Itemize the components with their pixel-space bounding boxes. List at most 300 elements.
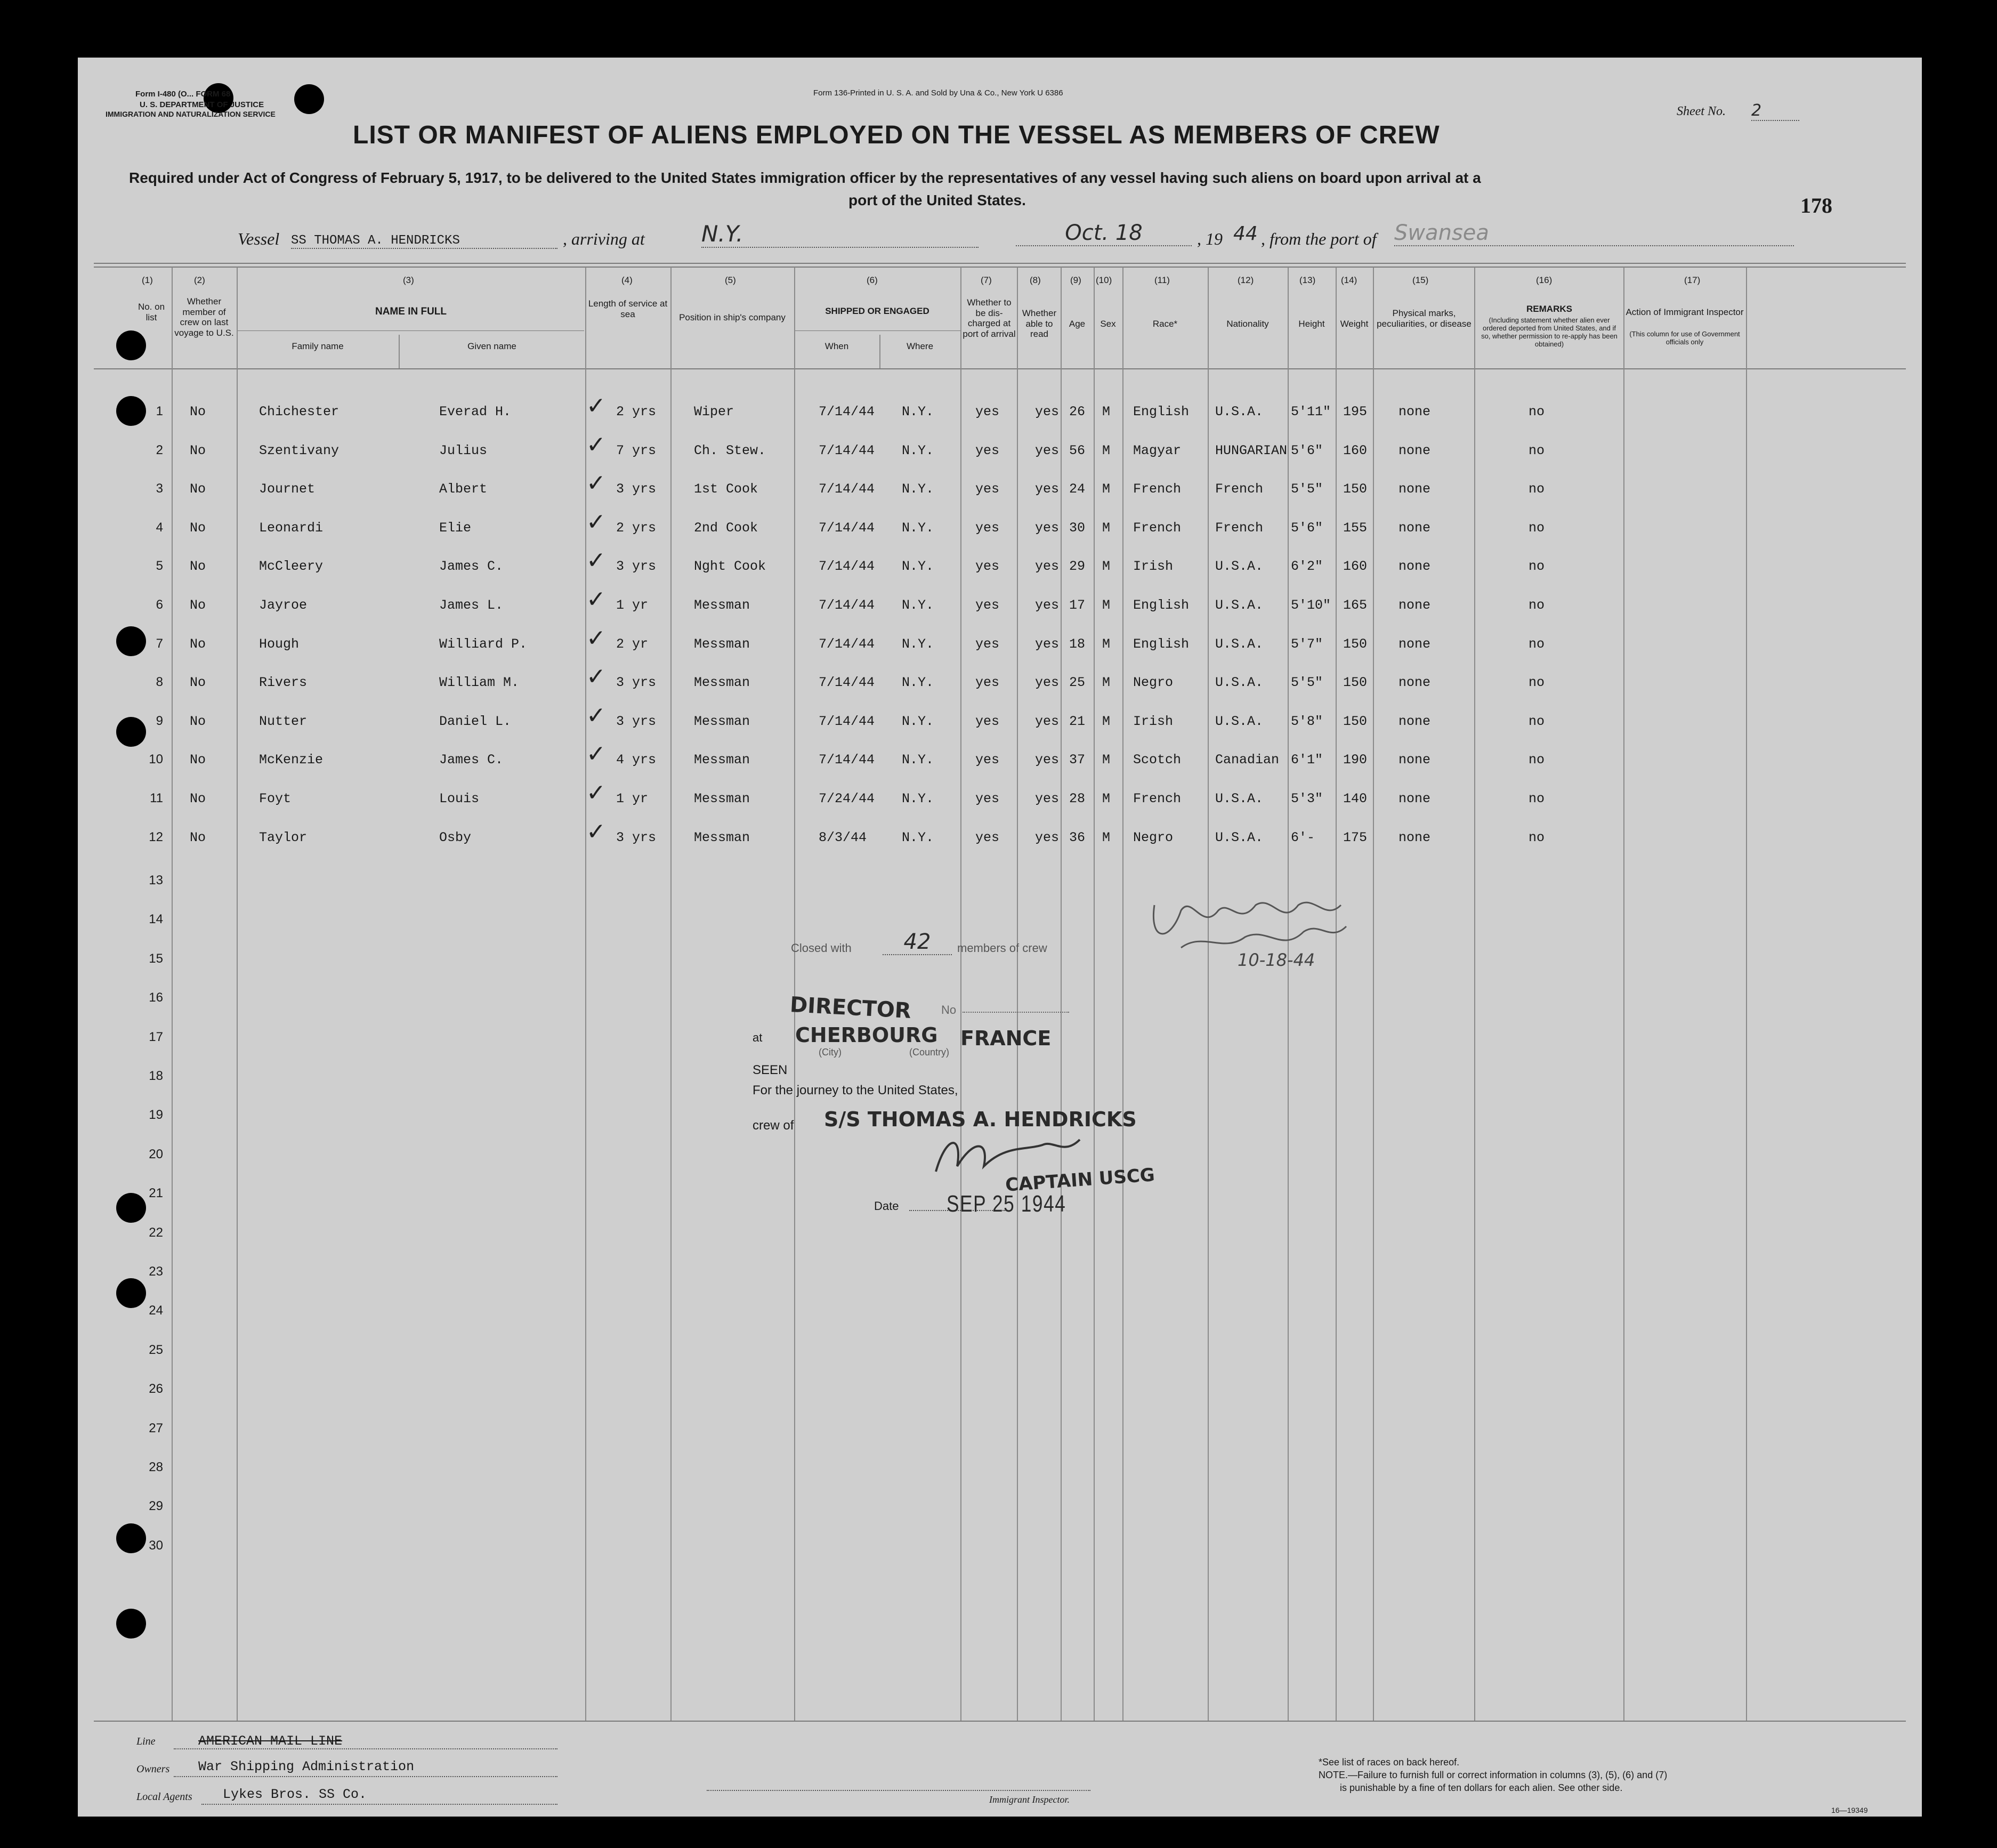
crew-cell-age: 24 xyxy=(1069,481,1086,497)
col-head-family: Family name xyxy=(292,341,344,351)
punch-hole xyxy=(116,1609,146,1639)
service-name: IMMIGRATION AND NATURALIZATION SERVICE xyxy=(106,110,276,118)
crew-cell-marks: none xyxy=(1398,713,1431,729)
crew-cell-member: No xyxy=(190,752,206,768)
col-num: (1) xyxy=(142,275,153,285)
crew-cell-family: Leonardi xyxy=(259,520,324,536)
col-head-action: Action of Immigrant Inspector xyxy=(1626,307,1744,317)
crew-cell-service: 4 yrs xyxy=(616,752,657,768)
crew-cell-no: 5 xyxy=(156,559,163,574)
owners-rule xyxy=(174,1776,557,1777)
crew-cell-marks: none xyxy=(1398,442,1431,458)
crew-cell-where: N.Y. xyxy=(902,636,934,652)
line-rule xyxy=(174,1748,557,1749)
col-head-name: NAME IN FULL xyxy=(375,306,447,317)
crew-cell-member: No xyxy=(190,559,206,575)
crew-cell-family: Szentivany xyxy=(259,442,339,458)
crew-cell-family: Jayroe xyxy=(259,598,308,613)
sheet-number: 2 xyxy=(1751,101,1799,121)
crew-cell-height: 6'1" xyxy=(1291,752,1323,768)
crew-cell-height: 5'8" xyxy=(1291,713,1323,729)
crew-cell-family: Taylor xyxy=(259,829,308,845)
crew-cell-discharged: yes xyxy=(975,791,1000,806)
crew-cell-sex: M xyxy=(1102,559,1111,575)
crew-cell-no: 10 xyxy=(149,752,163,767)
col-num: (10) xyxy=(1096,275,1112,285)
stamp-crew-of: crew of xyxy=(753,1118,794,1133)
crew-cell-remarks: no xyxy=(1529,481,1545,497)
crew-cell-nationality: HUNGARIAN xyxy=(1215,442,1288,458)
crew-cell-read: yes xyxy=(1035,559,1060,575)
crew-cell-weight: 150 xyxy=(1343,713,1368,729)
crew-cell-race: English xyxy=(1133,598,1190,613)
crew-cell-read: yes xyxy=(1035,404,1060,419)
col-head-given: Given name xyxy=(467,341,516,351)
stamp-country: FRANCE xyxy=(960,1027,1052,1050)
column-rule xyxy=(237,267,238,1721)
form-subtitle-2: port of the United States. xyxy=(848,192,1026,208)
crew-cell-member: No xyxy=(190,404,206,419)
crew-cell-age: 18 xyxy=(1069,636,1086,652)
crew-cell-read: yes xyxy=(1035,636,1060,652)
col-head-action-note: (This column for use of Government officials only xyxy=(1629,330,1740,346)
check-mark-icon: ✓ xyxy=(586,392,606,419)
col-num: (9) xyxy=(1070,275,1081,285)
crew-cell-remarks: no xyxy=(1529,520,1545,536)
crew-cell-no: 8 xyxy=(156,675,163,690)
crew-cell-sex: M xyxy=(1102,791,1111,806)
row-number: 29 xyxy=(149,1499,163,1514)
crew-cell-weight: 195 xyxy=(1343,404,1368,419)
crew-cell-height: 5'11" xyxy=(1291,404,1331,419)
crew-cell-sex: M xyxy=(1102,829,1111,845)
crew-cell-no: 9 xyxy=(156,713,163,728)
crew-cell-height: 5'10" xyxy=(1291,598,1331,613)
col-num: (12) xyxy=(1238,275,1254,285)
owners-value: War Shipping Administration xyxy=(198,1759,415,1774)
crew-cell-race: English xyxy=(1133,636,1190,652)
crew-cell-given: Osby xyxy=(439,829,472,845)
col-head-sex: Sex xyxy=(1100,319,1116,329)
arriving-label: , arriving at xyxy=(563,229,645,248)
check-mark-icon: ✓ xyxy=(586,701,606,729)
crew-cell-when: 7/14/44 xyxy=(819,675,875,691)
crew-cell-when: 7/14/44 xyxy=(819,442,875,458)
check-mark-icon: ✓ xyxy=(586,547,606,575)
crew-cell-position: Messman xyxy=(694,675,750,691)
crew-cell-nationality: U.S.A. xyxy=(1215,598,1264,613)
manifest-sheet xyxy=(78,58,1922,1817)
crew-cell-when: 7/14/44 xyxy=(819,481,875,497)
crew-cell-marks: none xyxy=(1398,598,1431,613)
crew-cell-member: No xyxy=(190,791,206,806)
inspector-date: 10-18-44 xyxy=(1238,950,1315,970)
crew-cell-where: N.Y. xyxy=(902,559,934,575)
crew-cell-age: 28 xyxy=(1069,791,1086,806)
row-number: 21 xyxy=(149,1186,163,1201)
row-number: 13 xyxy=(149,873,163,887)
crew-cell-when: 7/14/44 xyxy=(819,752,875,768)
crew-cell-member: No xyxy=(190,520,206,536)
crew-cell-where: N.Y. xyxy=(902,829,934,845)
col-head-weight: Weight xyxy=(1340,319,1369,329)
crew-cell-nationality: Canadian xyxy=(1215,752,1280,768)
col-head-shipped: SHIPPED OR ENGAGED xyxy=(825,306,929,316)
crew-cell-race: Negro xyxy=(1133,675,1174,691)
crew-cell-service: 3 yrs xyxy=(616,713,657,729)
col-head-remarks-note: (Including statement whether alien ever ordered deported from United States, and if so, whether permission to re-apply has been obtained) xyxy=(1481,316,1618,348)
col-num: (6) xyxy=(867,275,878,285)
crew-cell-where: N.Y. xyxy=(902,404,934,419)
crew-cell-discharged: yes xyxy=(975,481,1000,497)
crew-cell-where: N.Y. xyxy=(902,598,934,613)
crew-cell-given: Elie xyxy=(439,520,472,536)
crew-cell-given: Daniel L. xyxy=(439,713,512,729)
crew-cell-race: French xyxy=(1133,791,1182,806)
crew-cell-when: 7/14/44 xyxy=(819,404,875,419)
table-top-rule xyxy=(94,267,1906,268)
crew-cell-read: yes xyxy=(1035,520,1060,536)
stamp-captain: CAPTAIN USCG xyxy=(1004,1164,1156,1196)
crew-cell-weight: 165 xyxy=(1343,598,1368,613)
crew-cell-given: Albert xyxy=(439,481,488,497)
row-number: 17 xyxy=(149,1029,163,1044)
from-port: Swansea xyxy=(1394,221,1794,246)
crew-cell-position: Messman xyxy=(694,598,750,613)
name-divider xyxy=(238,330,584,331)
crew-cell-family: Rivers xyxy=(259,675,308,691)
crew-cell-sex: M xyxy=(1102,675,1111,691)
column-rule xyxy=(1288,267,1289,1721)
col-head-physical: Physical marks, peculiarities, or disease xyxy=(1377,308,1472,329)
owners-label: Owners xyxy=(136,1763,170,1775)
col-head-read: Whether able to read xyxy=(1022,308,1057,340)
row-number: 26 xyxy=(149,1382,163,1397)
crew-cell-remarks: no xyxy=(1529,404,1545,419)
vessel-label: Vessel xyxy=(238,229,280,248)
row-number: 24 xyxy=(149,1303,163,1318)
crew-cell-race: Magyar xyxy=(1133,442,1182,458)
crew-cell-no: 2 xyxy=(156,442,163,457)
crew-cell-marks: none xyxy=(1398,675,1431,691)
crew-cell-position: 2nd Cook xyxy=(694,520,758,536)
crew-cell-service: 2 yr xyxy=(616,636,649,652)
row-number: 20 xyxy=(149,1147,163,1161)
crew-cell-service: 3 yrs xyxy=(616,829,657,845)
crew-cell-sex: M xyxy=(1102,442,1111,458)
inspector-label: Immigrant Inspector. xyxy=(989,1794,1070,1805)
row-number: 14 xyxy=(149,912,163,927)
col-num: (3) xyxy=(403,275,414,285)
crew-cell-remarks: no xyxy=(1529,675,1545,691)
crew-cell-age: 29 xyxy=(1069,559,1086,575)
crew-cell-race: French xyxy=(1133,520,1182,536)
column-rule xyxy=(1746,267,1747,1721)
check-mark-icon: ✓ xyxy=(586,779,606,806)
agents-rule xyxy=(201,1804,557,1805)
crew-cell-when: 7/14/44 xyxy=(819,559,875,575)
arriving-port: N.Y. xyxy=(701,221,979,248)
crew-cell-service: 3 yrs xyxy=(616,559,657,575)
check-mark-icon: ✓ xyxy=(586,818,606,845)
crew-cell-nationality: U.S.A. xyxy=(1215,713,1264,729)
stamp-journey: For the journey to the United States, xyxy=(753,1083,958,1097)
crew-cell-when: 7/14/44 xyxy=(819,636,875,652)
stamp-country-label: (Country) xyxy=(909,1047,950,1058)
stamp-at-label: at xyxy=(753,1031,763,1044)
row-number: 23 xyxy=(149,1264,163,1279)
crew-cell-given: William M. xyxy=(439,675,520,691)
crew-cell-weight: 150 xyxy=(1343,636,1368,652)
crew-cell-sex: M xyxy=(1102,404,1111,419)
header-bottom-rule xyxy=(94,368,1906,369)
crew-cell-given: Louis xyxy=(439,791,480,806)
column-rule xyxy=(1623,267,1624,1721)
form-subtitle-1: Required under Act of Congress of February 5, 1917, to be delivered to the United States immigration officer by the representatives of any vessel having such aliens on board upon arrival at a xyxy=(129,170,1481,186)
crew-cell-nationality: French xyxy=(1215,481,1264,497)
crew-cell-no: 6 xyxy=(156,598,163,612)
crew-cell-no: 12 xyxy=(149,829,163,844)
table-top-rule xyxy=(94,263,1906,264)
crew-cell-remarks: no xyxy=(1529,713,1545,729)
crew-cell-discharged: yes xyxy=(975,675,1000,691)
crew-cell-when: 7/24/44 xyxy=(819,791,875,806)
crew-cell-read: yes xyxy=(1035,442,1060,458)
crew-cell-discharged: yes xyxy=(975,559,1000,575)
col-num: (7) xyxy=(981,275,992,285)
check-mark-icon: ✓ xyxy=(586,586,606,613)
crew-cell-remarks: no xyxy=(1529,442,1545,458)
crew-cell-weight: 155 xyxy=(1343,520,1368,536)
crew-cell-marks: none xyxy=(1398,791,1431,806)
crew-cell-when: 7/14/44 xyxy=(819,520,875,536)
crew-cell-remarks: no xyxy=(1529,559,1545,575)
agents-value: Lykes Bros. SS Co. xyxy=(223,1787,367,1802)
check-mark-icon: ✓ xyxy=(586,663,606,691)
col-head-no: No. on list xyxy=(138,302,165,322)
crew-cell-where: N.Y. xyxy=(902,752,934,768)
crew-cell-height: 6'2" xyxy=(1291,559,1323,575)
stamp-vessel: S/S THOMAS A. HENDRICKS xyxy=(824,1108,1137,1131)
crew-cell-service: 7 yrs xyxy=(616,442,657,458)
col-head-service: Length of service at sea xyxy=(588,298,668,319)
crew-cell-given: Julius xyxy=(439,442,488,458)
row-number: 28 xyxy=(149,1460,163,1474)
crew-cell-marks: none xyxy=(1398,520,1431,536)
column-rule xyxy=(1208,267,1209,1721)
crew-cell-race: Irish xyxy=(1133,713,1174,729)
crew-cell-member: No xyxy=(190,442,206,458)
crew-cell-remarks: no xyxy=(1529,636,1545,652)
crew-cell-height: 5'5" xyxy=(1291,481,1323,497)
column-rule xyxy=(1061,267,1062,1721)
crew-cell-age: 56 xyxy=(1069,442,1086,458)
crew-cell-given: James L. xyxy=(439,598,504,613)
footnote-penalty-1: NOTE.—Failure to furnish full or correct information in columns (3), (5), (6) and (7) xyxy=(1319,1770,1668,1780)
crew-cell-position: Messman xyxy=(694,636,750,652)
crew-cell-family: Hough xyxy=(259,636,300,652)
stamp-date-label: Date xyxy=(874,1199,899,1213)
column-rule xyxy=(172,267,173,1721)
crew-cell-read: yes xyxy=(1035,481,1060,497)
crew-cell-read: yes xyxy=(1035,791,1060,806)
row-number: 25 xyxy=(149,1342,163,1357)
crew-cell-race: English xyxy=(1133,404,1190,419)
crew-cell-height: 5'6" xyxy=(1291,520,1323,536)
crew-cell-given: James C. xyxy=(439,752,504,768)
arrival-date: Oct. 18 xyxy=(1016,221,1192,246)
col-num: (2) xyxy=(194,275,205,285)
crew-cell-service: 1 yr xyxy=(616,791,649,806)
crew-cell-member: No xyxy=(190,675,206,691)
crew-cell-member: No xyxy=(190,481,206,497)
crew-cell-service: 1 yr xyxy=(616,598,649,613)
crew-cell-weight: 150 xyxy=(1343,481,1368,497)
crew-cell-nationality: U.S.A. xyxy=(1215,829,1264,845)
crew-cell-sex: M xyxy=(1102,481,1111,497)
crew-cell-weight: 160 xyxy=(1343,559,1368,575)
col-head-where: Where xyxy=(906,341,934,351)
col-num: (11) xyxy=(1154,275,1170,285)
col-num: (4) xyxy=(621,275,633,285)
crew-cell-nationality: U.S.A. xyxy=(1215,636,1264,652)
agents-label: Local Agents xyxy=(136,1791,192,1803)
crew-cell-age: 37 xyxy=(1069,752,1086,768)
col-head-member: Whether member of crew on last voyage to U.S. xyxy=(174,296,234,338)
closed-with-label: Closed with xyxy=(791,941,852,955)
crew-cell-age: 36 xyxy=(1069,829,1086,845)
crew-cell-marks: none xyxy=(1398,404,1431,419)
crew-cell-age: 26 xyxy=(1069,404,1086,419)
crew-cell-age: 25 xyxy=(1069,675,1086,691)
stamp-city: CHERBOURG xyxy=(795,1023,938,1047)
page-stamp: 178 xyxy=(1800,193,1832,217)
crew-cell-marks: none xyxy=(1398,829,1431,845)
crew-cell-no: 11 xyxy=(150,791,163,805)
column-rule xyxy=(670,267,672,1721)
crew-cell-nationality: U.S.A. xyxy=(1215,675,1264,691)
crew-cell-height: 5'7" xyxy=(1291,636,1323,652)
crew-cell-no: 3 xyxy=(156,481,163,496)
year-prefix: , 19 xyxy=(1197,229,1223,248)
crew-cell-weight: 175 xyxy=(1343,829,1368,845)
col-head-race: Race* xyxy=(1152,319,1178,329)
crew-cell-family: McKenzie xyxy=(259,752,324,768)
punch-hole xyxy=(116,330,146,360)
column-rule xyxy=(1474,267,1475,1721)
col-head-height: Height xyxy=(1298,319,1325,329)
crew-cell-sex: M xyxy=(1102,520,1111,536)
crew-cell-discharged: yes xyxy=(975,520,1000,536)
crew-cell-position: Nght Cook xyxy=(694,559,766,575)
crew-cell-race: French xyxy=(1133,481,1182,497)
row-number: 15 xyxy=(149,951,163,966)
crew-cell-service: 3 yrs xyxy=(616,675,657,691)
crew-cell-nationality: U.S.A. xyxy=(1215,791,1264,806)
crew-cell-member: No xyxy=(190,598,206,613)
crew-cell-weight: 140 xyxy=(1343,791,1368,806)
crew-cell-given: Everad H. xyxy=(439,404,512,419)
crew-cell-family: Nutter xyxy=(259,713,308,729)
crew-cell-weight: 150 xyxy=(1343,675,1368,691)
crew-cell-race: Scotch xyxy=(1133,752,1182,768)
crew-cell-family: Foyt xyxy=(259,791,292,806)
footnote-penalty-2: is punishable by a fine of ten dollars for each alien. See other side. xyxy=(1340,1782,1623,1793)
crew-cell-discharged: yes xyxy=(975,598,1000,613)
crew-cell-nationality: U.S.A. xyxy=(1215,404,1264,419)
col-num: (13) xyxy=(1299,275,1316,285)
row-number: 18 xyxy=(149,1069,163,1083)
crew-cell-remarks: no xyxy=(1529,791,1545,806)
punch-hole xyxy=(294,84,324,114)
crew-cell-height: 5'6" xyxy=(1291,442,1323,458)
stamp-no-line xyxy=(963,1012,1069,1013)
col-num: (17) xyxy=(1684,275,1701,285)
col-head-nationality: Nationality xyxy=(1226,319,1269,329)
col-head-discharged: Whether to be dis-charged at port of arrival xyxy=(963,297,1016,339)
crew-cell-read: yes xyxy=(1035,713,1060,729)
crew-cell-marks: none xyxy=(1398,752,1431,768)
crew-cell-height: 5'5" xyxy=(1291,675,1323,691)
printer-note: Form 136-Printed in U. S. A. and Sold by Una & Co., New York U 6386 xyxy=(813,88,1063,98)
closed-count: 42 xyxy=(883,930,952,955)
column-rule xyxy=(1122,267,1123,1721)
row-number: 19 xyxy=(149,1108,163,1123)
check-mark-icon: ✓ xyxy=(586,470,606,497)
crew-cell-service: 2 yrs xyxy=(616,404,657,419)
crew-cell-read: yes xyxy=(1035,598,1060,613)
footnote-races: *See list of races on back hereof. xyxy=(1319,1757,1460,1768)
crew-cell-sex: M xyxy=(1102,752,1111,768)
stamp-date: SEP 25 1944 xyxy=(947,1191,1066,1217)
crew-cell-marks: none xyxy=(1398,636,1431,652)
shipped-divider xyxy=(795,330,960,331)
crew-cell-marks: none xyxy=(1398,481,1431,497)
line-value: AMERICAN MAIL LINE xyxy=(198,1733,343,1749)
crew-cell-weight: 190 xyxy=(1343,752,1368,768)
crew-cell-discharged: yes xyxy=(975,636,1000,652)
form-title: LIST OR MANIFEST OF ALIENS EMPLOYED ON THE VESSEL AS MEMBERS OF CREW xyxy=(353,121,1440,149)
crew-cell-remarks: no xyxy=(1529,752,1545,768)
col-num: (16) xyxy=(1536,275,1553,285)
crew-cell-age: 17 xyxy=(1069,598,1086,613)
form-code: 16—19349 xyxy=(1831,1806,1868,1814)
check-mark-icon: ✓ xyxy=(586,508,606,536)
crew-cell-race: Irish xyxy=(1133,559,1174,575)
check-mark-icon: ✓ xyxy=(586,740,606,768)
line-label: Line xyxy=(136,1736,156,1747)
row-number: 22 xyxy=(149,1225,163,1240)
crew-cell-position: Messman xyxy=(694,791,750,806)
crew-cell-sex: M xyxy=(1102,713,1111,729)
stamp-no-label: No xyxy=(941,1003,957,1016)
crew-cell-where: N.Y. xyxy=(902,675,934,691)
crew-cell-age: 21 xyxy=(1069,713,1086,729)
crew-cell-position: Wiper xyxy=(694,404,734,419)
crew-cell-discharged: yes xyxy=(975,442,1000,458)
crew-cell-member: No xyxy=(190,636,206,652)
column-rule xyxy=(1094,267,1095,1721)
crew-cell-when: 8/3/44 xyxy=(819,829,867,845)
crew-cell-discharged: yes xyxy=(975,404,1000,419)
crew-cell-service: 3 yrs xyxy=(616,481,657,497)
crew-cell-given: Williard P. xyxy=(439,636,528,652)
col-head-remarks: REMARKS xyxy=(1526,304,1572,314)
crew-cell-discharged: yes xyxy=(975,829,1000,845)
check-mark-icon: ✓ xyxy=(586,431,606,458)
crew-cell-height: 6'- xyxy=(1291,829,1315,845)
crew-cell-age: 30 xyxy=(1069,520,1086,536)
